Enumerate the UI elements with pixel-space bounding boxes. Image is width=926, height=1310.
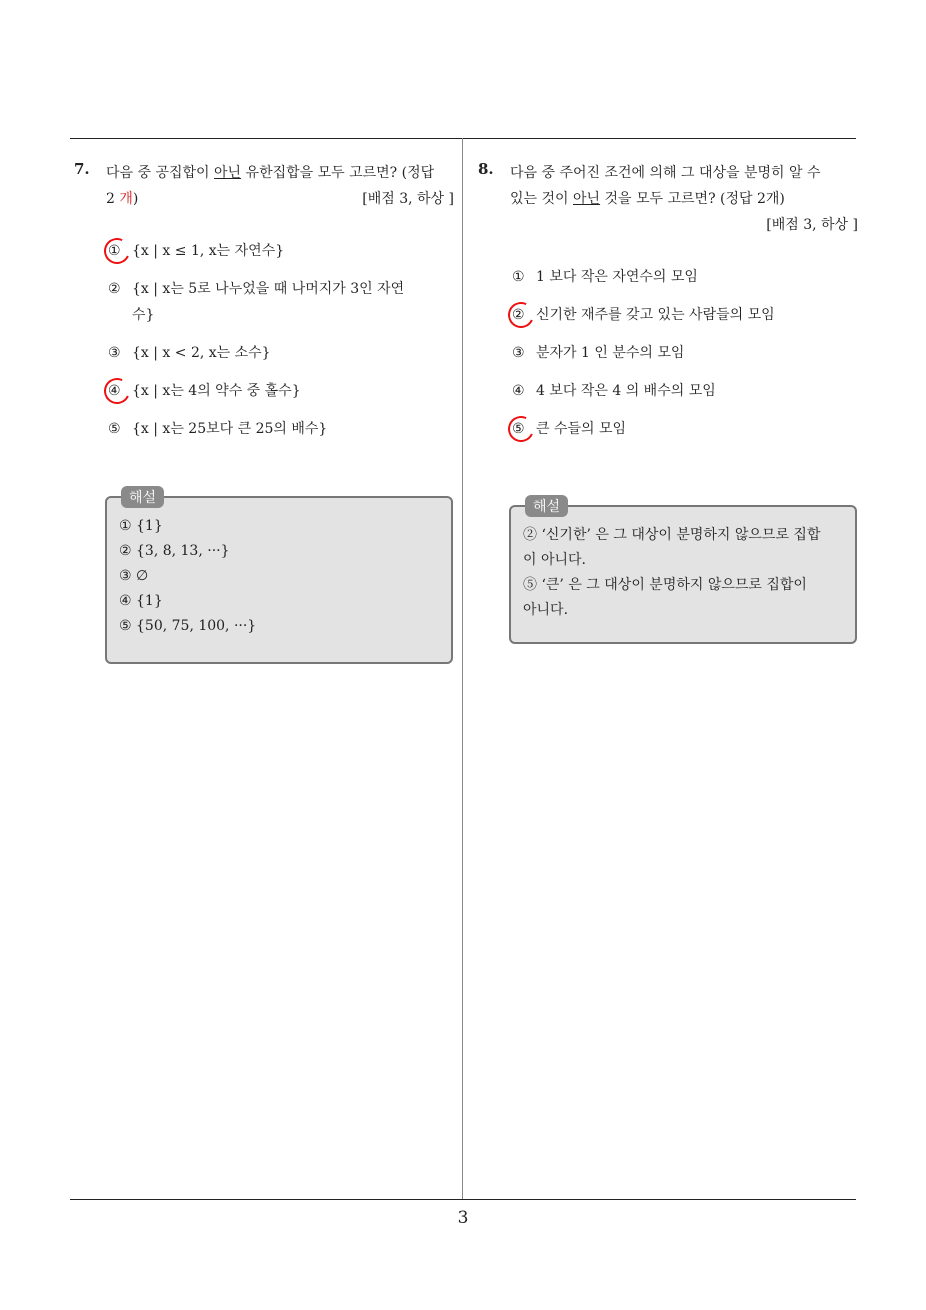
option-4[interactable] [74, 378, 454, 404]
option-text: 4 보다 작은 4 의 배수의 모임 [536, 383, 716, 399]
question-text [510, 160, 858, 238]
bottom-rule [70, 1199, 856, 1200]
option-text-continued: 수} [132, 307, 155, 323]
score-difficulty: [배점 3, 하상 ] [362, 191, 454, 207]
explanation-line: 이 아니다. [523, 552, 586, 568]
explanation-line: ⑤ ‘큰’ 은 그 대상이 분명하지 않으므로 집합이 [523, 577, 807, 593]
question-text-part: 것을 모두 고르면? (정답 2개) [600, 191, 785, 207]
underlined-word: 아닌 [214, 165, 242, 181]
underlined-word: 아닌 [573, 191, 601, 207]
question-text-part: 유한집합을 모두 고르면? (정답 [241, 165, 435, 181]
option-number: ② [108, 281, 121, 297]
option-number: ④ [108, 383, 121, 399]
option-1[interactable] [478, 264, 858, 290]
explanation-tag: 해설 [525, 495, 568, 517]
option-number: ③ [512, 345, 525, 361]
option-text: 큰 수들의 모임 [536, 421, 627, 437]
explanation-line: ② {3, 8, 13, ···} [119, 543, 230, 559]
explanation-line: ① {1} [119, 518, 163, 534]
option-5[interactable] [478, 416, 858, 442]
option-3[interactable] [478, 340, 858, 366]
score-difficulty: [배점 3, 하상 ] [766, 217, 858, 233]
option-text: 신기한 재주를 갖고 있는 사람들의 모임 [536, 307, 775, 323]
option-text: {x | x는 5로 나누었을 때 나머지가 3인 자연 [132, 281, 405, 297]
option-text: {x | x ≤ 1, x는 자연수} [132, 243, 285, 259]
question-text [106, 160, 454, 212]
answer-count-close: ) [132, 191, 139, 207]
option-number: ⑤ [108, 421, 121, 437]
explanation-line: ④ {1} [119, 593, 163, 609]
option-number: ④ [512, 383, 525, 399]
question-8 [478, 160, 858, 454]
option-text: {x | x < 2, x는 소수} [132, 345, 271, 361]
option-number: ② [512, 307, 525, 323]
explanation-box-q8 [509, 499, 857, 644]
option-text: 1 보다 작은 자연수의 모임 [536, 269, 698, 285]
question-number: 7. [74, 160, 90, 178]
option-number: ① [108, 243, 121, 259]
explanation-line: ⑤ {50, 75, 100, ···} [119, 618, 257, 634]
column-divider [462, 138, 463, 1200]
option-3[interactable] [74, 340, 454, 366]
question-number: 8. [478, 160, 494, 178]
option-number: ③ [108, 345, 121, 361]
explanation-line: ③ ∅ [119, 568, 149, 584]
option-text: 분자가 1 인 분수의 모임 [536, 345, 685, 361]
explanation-line: 아니다. [523, 602, 569, 618]
explanation-box-q7 [105, 490, 453, 664]
option-5[interactable] [74, 416, 454, 442]
option-1[interactable] [74, 238, 454, 264]
option-text: {x | x는 4의 약수 중 홀수} [132, 383, 301, 399]
explanation-tag: 해설 [121, 486, 164, 508]
top-rule [70, 138, 856, 139]
answer-count-unit: 개 [119, 191, 133, 207]
question-text-part: 다음 중 공집합이 [106, 165, 215, 181]
option-number: ⑤ [512, 421, 525, 437]
question-text-part: 있는 것이 [510, 191, 573, 207]
question-text-part: 다음 중 주어진 조건에 의해 그 대상을 분명히 알 수 [510, 165, 821, 181]
option-2[interactable] [74, 276, 454, 328]
page-number: 3 [457, 1208, 469, 1228]
answer-count-number: 2 [106, 191, 115, 207]
question-7 [74, 160, 454, 454]
explanation-line: ② ‘신기한’ 은 그 대상이 분명하지 않으므로 집합 [523, 527, 821, 543]
option-4[interactable] [478, 378, 858, 404]
option-text: {x | x는 25보다 큰 25의 배수} [132, 421, 328, 437]
option-number: ① [512, 269, 525, 285]
option-2[interactable] [478, 302, 858, 328]
